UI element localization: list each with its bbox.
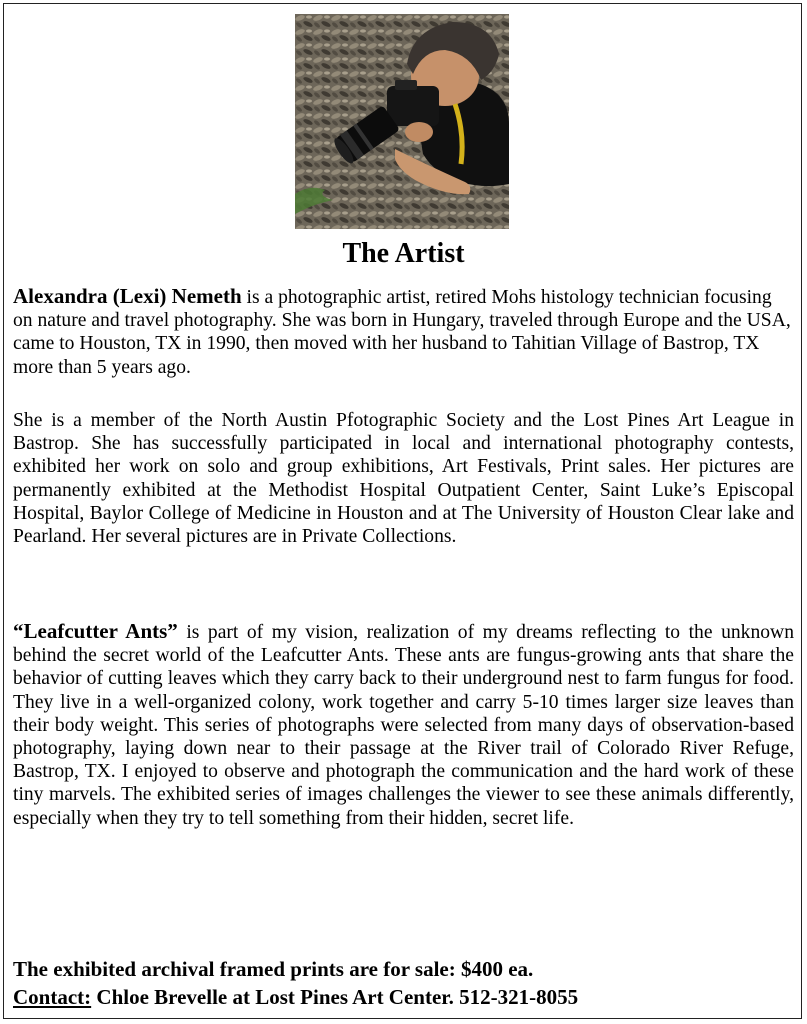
artist-intro-text: is a photographic artist, retired Mohs histology technician focusing on nature and travel photography. She was born in Hungary, traveled through Europe and the USA, came to Houston, TX in 1990, then moved with her husband to Tahitian Village of Bastrop, TX more than 5 years ago. [13,287,791,378]
series-description-text: is part of my vision, realization of my dreams reflecting to the unknown behind the secret world of the Leafcutter Ants. These ants are fungus-growing ants that share the behavior of cutting leaves which they carry back to their underground nest to farm fungus for food. They live in a well-organized colony, work together and carry 5-10 times larger size leaves than their body weight. This series of photographs were selected from many days of observation-based photography, laying down near to their passage at the River trail of Colorado River Refuge, Bastrop, TX. I enjoyed to observe and photograph the communication and the hard work of these tiny marvels. The exhibited series of images challenges the viewer to see these animals differently, especially when they try to tell something from their hidden, secret life. [13,622,795,829]
contact-details: Chloe Brevelle at Lost Pines Art Center. 512-321-8055 [91,985,579,1009]
artist-membership-paragraph: She is a member of the North Austin Pfotographic Society and the Lost Pines Art League in Bastrop. She has successfully participated in local and international photography contests, exhibited her work on solo and group exhibitions, Art Festivals, Print sales. Her pictures are permanently exhibited at the Methodist Hospital Outpatient Center, Saint Luke’s Episcopal Hospital, Baylor College of Medicine in Houston and at The University of Houston Clear lake and Pearland. Her several pictures are in Private Collections. [13,410,794,548]
artist-photo-image [295,14,509,229]
series-title: “Leafcutter Ants” [13,619,178,643]
artist-photo [295,14,509,229]
contact-label: Contact: [13,985,92,1009]
page-title: The Artist [342,238,465,269]
artist-intro-paragraph [13,285,794,379]
sale-notice: The exhibited archival framed prints are for sale: $400 ea. [13,957,534,981]
artist-name: Alexandra (Lexi) Nemeth [13,284,242,308]
contact-line [13,983,794,1011]
series-description-paragraph [13,620,794,830]
